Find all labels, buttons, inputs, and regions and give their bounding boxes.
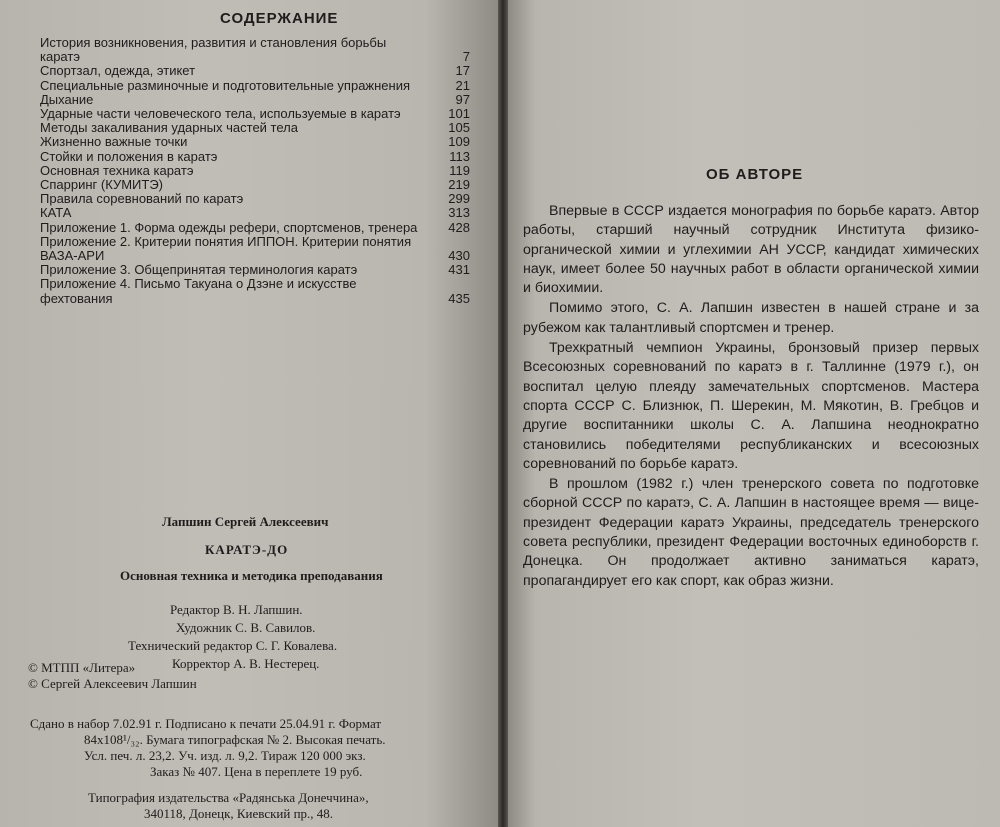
imprint-pub-line: Усл. печ. л. 23,2. Уч. изд. л. 9,2. Тираж 120 000 экз. (84, 748, 366, 763)
imprint-printer: Типография издательства «Радянська Донеччина», (88, 790, 369, 805)
imprint-pub-line: Сдано в набор 7.02.91 г. Подписано к печати 25.04.91 г. Формат (30, 716, 382, 731)
imprint-author: Лапшин Сергей Алексеевич (162, 514, 329, 529)
toc-entry-text: Спарринг (КУМИТЭ) (40, 177, 164, 193)
toc-entry-page: 109 (448, 134, 470, 150)
imprint-book-title: КАРАТЭ-ДО (205, 542, 289, 557)
toc-list (40, 36, 470, 306)
toc-entry-page: 431 (448, 262, 470, 278)
toc-entry (40, 206, 470, 220)
toc-entry (40, 150, 470, 164)
toc-entry (40, 107, 470, 121)
imprint-printer: 340118, Донецк, Киевский пр., 48. (144, 806, 334, 821)
toc-entry-page: 119 (449, 162, 470, 178)
about-title: ОБ АВТОРЕ (706, 166, 804, 183)
about-paragraph: В прошлом (1982 г.) член тренерского совета по подготовке сборной СССР по каратэ, С. А. Лапшин в настоящее время — вице-президент Федерации каратэ Украины, председатель тренерского совета республики, президент Федерации восточных единоборств г. Донецка. Он продолжает активно заниматься каратэ, пропагандирует его как спорт, как образ жизни. (523, 476, 979, 589)
toc-entry (40, 164, 470, 178)
toc-entry (40, 277, 470, 305)
toc-entry (40, 235, 470, 263)
toc-entry-page: 21 (455, 77, 470, 93)
toc-entry-text: Правила соревнований по каратэ (40, 191, 244, 207)
toc-entry-page: 299 (448, 191, 470, 207)
imprint-copyright-publisher: © МТПП «Литера» (28, 660, 136, 675)
toc-entry-page: 313 (448, 205, 470, 221)
toc-entry (40, 263, 470, 277)
toc-entry-text: Приложение 3. Общепринятая терминология каратэ (40, 262, 358, 278)
toc-entry-text: Специальные разминочные и подготовительные упражнения (40, 77, 411, 93)
about-text (523, 202, 979, 592)
toc-entry-text: Ударные части человеческого тела, используемые в каратэ (40, 106, 401, 122)
imprint-pub-line: 84x108¹/₃₂. Бумага типографская № 2. Высокая печать. (84, 732, 386, 747)
toc-entry-page: 105 (448, 120, 470, 136)
toc-entry (40, 93, 470, 107)
toc-entry-page: 97 (455, 91, 470, 107)
toc-entry-page: 101 (448, 106, 470, 122)
toc-entry-text: КАТА (40, 205, 72, 221)
toc-entry-text: Приложение 2. Критерии понятия ИППОН. Критерии понятия ВАЗА-АРИ (40, 233, 412, 264)
toc-entry-text: Стойки и положения в каратэ (40, 148, 218, 164)
toc-entry (40, 135, 470, 149)
book-spine (498, 0, 508, 827)
imprint-tech-editor: Технический редактор С. Г. Ковалева. (128, 638, 338, 653)
toc-entry (40, 221, 470, 235)
toc-entry-page: 113 (449, 148, 470, 164)
imprint-copyright-author: © Сергей Алексеевич Лапшин (28, 676, 197, 691)
toc-entry-text: История возникновения, развития и становления борьбы каратэ (40, 35, 387, 65)
toc-entry-text: Дыхание (40, 91, 94, 107)
toc-entry-page: 430 (448, 248, 470, 264)
about-paragraph: Впервые в СССР издается монография по борьбе каратэ. Автор работы, старший научный сотрудник Института физико-органической химии и углехимии АН УССР, кандидат химических наук, имеет более 50 научных работ в области органической химии и биохимии. (523, 203, 979, 297)
about-paragraph: Помимо этого, С. А. Лапшин известен в нашей стране и за рубежом как талантливый спортсмен и тренер. (523, 300, 979, 336)
toc-entry (40, 64, 470, 78)
toc-entry-text: Спортзал, одежда, этикет (40, 63, 196, 79)
imprint-corrector: Корректор А. В. Нестерец. (172, 656, 320, 671)
toc-entry-text: Приложение 4. Письмо Такуана о Дзэне и искусстве фехтования (40, 276, 357, 306)
toc-entry (40, 192, 470, 206)
imprint-artist: Художник С. В. Савилов. (176, 620, 316, 635)
toc-entry-text: Приложение 1. Форма одежды рефери, спортсменов, тренера (40, 219, 418, 235)
toc-entry-page: 435 (448, 290, 470, 306)
toc-entry (40, 79, 470, 93)
about-paragraph: Трехкратный чемпион Украины, бронзовый призер первых Всесоюзных соревнований по каратэ в г. Таллинне (1979 г.), он воспитал целую плеяду замечательных спортсменов. Мастера спорта СССР С. Близнюк, П. Шерекин, М. Мякотин, В. Гребцов и другие воспитанники школы С. А. Лапшина неоднократно становились победителями республиканских и всесоюзных соревнований по борьбе каратэ. (523, 340, 979, 472)
imprint-subtitle: Основная техника и методика преподавания (120, 568, 383, 583)
toc-entry-text: Основная техника каратэ (40, 162, 194, 178)
toc-entry-text: Методы закаливания ударных частей тела (40, 120, 298, 136)
imprint-pub-line: Заказ № 407. Цена в переплете 19 руб. (150, 764, 363, 779)
toc-entry (40, 178, 470, 192)
toc-entry-text: Жизненно важные точки (40, 134, 188, 150)
imprint-editor: Редактор В. Н. Лапшин. (170, 602, 303, 617)
toc-entry (40, 121, 470, 135)
toc-entry-page: 7 (462, 49, 470, 65)
toc-entry-page: 219 (448, 177, 470, 193)
toc-title: СОДЕРЖАНИЕ (220, 10, 339, 27)
toc-entry-page: 17 (455, 63, 470, 79)
toc-entry (40, 36, 470, 64)
toc-entry-page: 428 (448, 219, 470, 235)
